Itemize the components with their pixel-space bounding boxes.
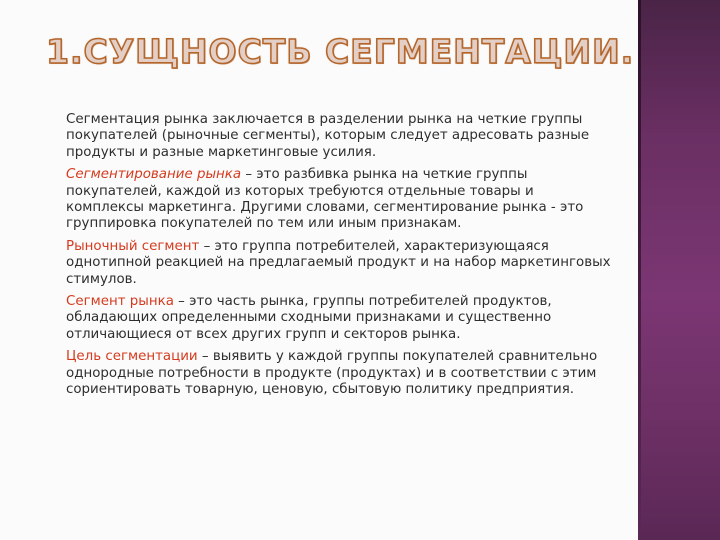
decorative-side-panel bbox=[638, 0, 720, 540]
paragraph-segmentation bbox=[66, 167, 611, 233]
paragraph-segment-of-market bbox=[66, 294, 611, 343]
paragraph-market-segment bbox=[66, 239, 611, 288]
term-market-segment: Рыночный сегмент bbox=[66, 238, 200, 254]
term-goal: Цель сегментации bbox=[66, 349, 198, 365]
slide-body bbox=[66, 112, 611, 405]
slide-title: 1.СУЩНОСТЬ СЕГМЕНТАЦИИ. bbox=[46, 32, 635, 71]
paragraph-text: – это часть рынка, группы потребителей продуктов, обладающих определенными сходными признаками и существенно отличающиеся от всех других групп и секторов рынка. bbox=[66, 294, 552, 342]
paragraph-definition bbox=[66, 112, 611, 161]
paragraph-text: – это разбивка рынка на четкие группы покупателей, каждой из которых требуются отдельные товары и комплексы маркетинга. Другими словами, сегментирование рынка - это группировка покупателей по тем или иным признакам. bbox=[66, 167, 584, 232]
paragraph-text: – это группа потребителей, характеризующаяся однотипной реакцией на предлагаемый продукт и на набор маркетинговых стимулов. bbox=[66, 238, 611, 287]
paragraph-text: – выявить у каждой группы покупателей сравнительно однородные потребности в продукте (продуктах) и в соответствии с этим сориентировать товарную, ценовую, сбытовую политику предприятия. bbox=[66, 349, 598, 398]
paragraph-goal bbox=[66, 349, 611, 398]
term-segment-of-market: Сегмент рынка bbox=[66, 294, 174, 310]
term-segmentation: Сегментирование рынка bbox=[66, 167, 242, 183]
paragraph-text: Сегментация рынка заключается в разделении рынка на четкие группы покупателей (рыночные сегменты), которым следует адресовать разные продукты и разные маркетинговые усилия. bbox=[66, 112, 590, 160]
